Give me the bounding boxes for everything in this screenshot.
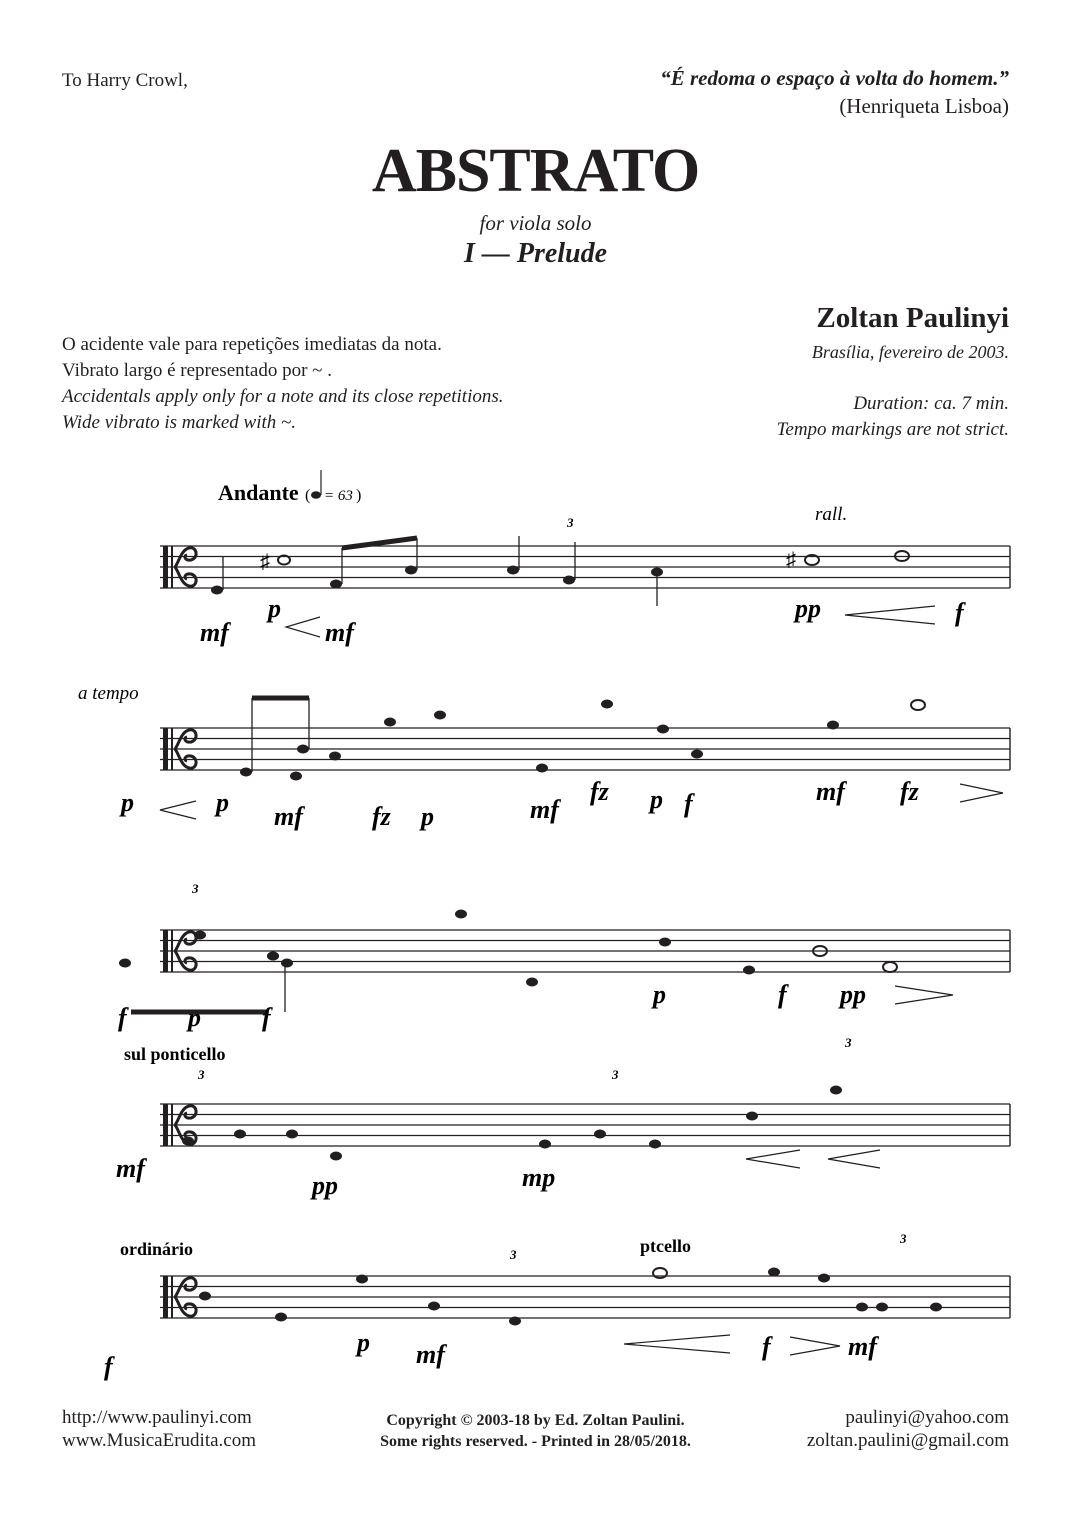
tuplet-3: 3 [198, 1067, 205, 1082]
dynamic-f: f [118, 1003, 127, 1032]
subtitle: for viola solo [479, 211, 592, 235]
dynamic-mf: mf [325, 618, 354, 647]
staff-system-2 [160, 698, 1010, 781]
copyright-line-2: Some rights reserved. - Printed in 28/05/2018. [380, 1433, 691, 1450]
epigraph-author: (Henriqueta Lisboa) [839, 94, 1009, 118]
staff-system-1 [160, 536, 1010, 606]
ordinario-marking: ordinário [120, 1239, 194, 1259]
note-en-2: Wide vibrato is marked with ~. [62, 412, 297, 433]
tempo-marking: Andante [218, 480, 299, 505]
tempo-note: Tempo markings are not strict. [776, 419, 1009, 440]
dynamic-p: p [421, 802, 434, 831]
dynamic-p: p [121, 788, 134, 817]
dynamic-p: p [188, 1003, 201, 1032]
dynamic-f: f [778, 980, 787, 1009]
tuplet-3: 3 [192, 881, 199, 896]
dynamic-f: f [955, 598, 964, 627]
rall-marking: rall. [815, 504, 848, 525]
website-link-2[interactable]: www.MusicaErudita.com [62, 1430, 256, 1451]
dynamic-mf: mf [848, 1332, 877, 1361]
dynamic-p: p [268, 594, 281, 623]
metronome-mark [305, 470, 361, 504]
tuplet-3: 3 [845, 1035, 852, 1050]
hairpins [160, 606, 1003, 1355]
note-en-1: Accidentals apply only for a note and its close repetitions. [62, 386, 504, 407]
svg-text:): ) [356, 487, 362, 504]
sul-ponticello-marking: sul ponticello [124, 1044, 226, 1064]
copyright-line-1: Copyright © 2003-18 by Ed. Zoltan Paulini. [386, 1412, 685, 1429]
duration: Duration: ca. 7 min. [853, 393, 1009, 414]
tuplet-3: 3 [510, 1247, 517, 1262]
a-tempo-marking: a tempo [78, 683, 139, 704]
website-link[interactable]: http://www.paulinyi.com [62, 1407, 252, 1428]
tuplet-3: 3 [900, 1231, 907, 1246]
epigraph-quote: “É redoma o espaço à volta do homem.” [660, 66, 1009, 90]
dynamic-mf: mf [200, 618, 229, 647]
dynamic-mf: mf [816, 777, 845, 806]
dynamic-mp: mp [522, 1163, 556, 1192]
dynamic-pp: pp [312, 1171, 338, 1200]
dynamic-fz: fz [900, 777, 919, 806]
note-pt-1: O acidente vale para repetições imediatas da nota. [62, 334, 442, 355]
dynamic-fz: fz [590, 777, 609, 806]
dynamic-p: p [216, 788, 229, 817]
svg-text:(: ( [305, 487, 311, 504]
tuplet-3: 3 [612, 1067, 619, 1082]
dynamic-f: f [762, 1332, 771, 1361]
dynamic-pp: pp [840, 980, 866, 1009]
tuplet-3: 3 [567, 515, 574, 530]
staff-system-4 [160, 1086, 1010, 1161]
dynamic-f: f [262, 1003, 271, 1032]
dynamic-p: p [650, 785, 663, 814]
dynamic-f: f [684, 789, 693, 818]
email-link[interactable]: paulinyi@yahoo.com [845, 1407, 1009, 1428]
dynamic-fz: fz [372, 802, 391, 831]
staff-system-5 [160, 1268, 1010, 1326]
ptcello-marking: ptcello [640, 1236, 691, 1256]
note-pt-2: Vibrato largo é representado por ~ . [62, 360, 332, 381]
dynamic-mf: mf [116, 1154, 145, 1183]
svg-text:♯: ♯ [786, 549, 796, 571]
staff-system-3 [119, 910, 1010, 1013]
page-title: ABSTRATO [371, 137, 700, 205]
dynamic-pp: pp [795, 594, 821, 623]
dedication: To Harry Crowl, [62, 70, 188, 91]
composer-name: Zoltan Paulinyi [816, 302, 1009, 334]
svg-text:= 63: = 63 [324, 488, 353, 504]
dynamic-mf: mf [274, 802, 303, 831]
footer-emails [807, 1406, 1009, 1452]
dynamic-mf: mf [416, 1340, 445, 1369]
dynamic-p: p [653, 980, 666, 1009]
movement-title: I — Prelude [463, 238, 608, 269]
email-link-2[interactable]: zoltan.paulini@gmail.com [806, 1430, 1009, 1451]
place-date: Brasília, fevereiro de 2003. [811, 342, 1009, 362]
dynamic-f: f [104, 1352, 113, 1381]
dynamic-p: p [357, 1328, 370, 1357]
svg-text:♯: ♯ [260, 551, 270, 573]
dynamic-mf: mf [530, 795, 559, 824]
